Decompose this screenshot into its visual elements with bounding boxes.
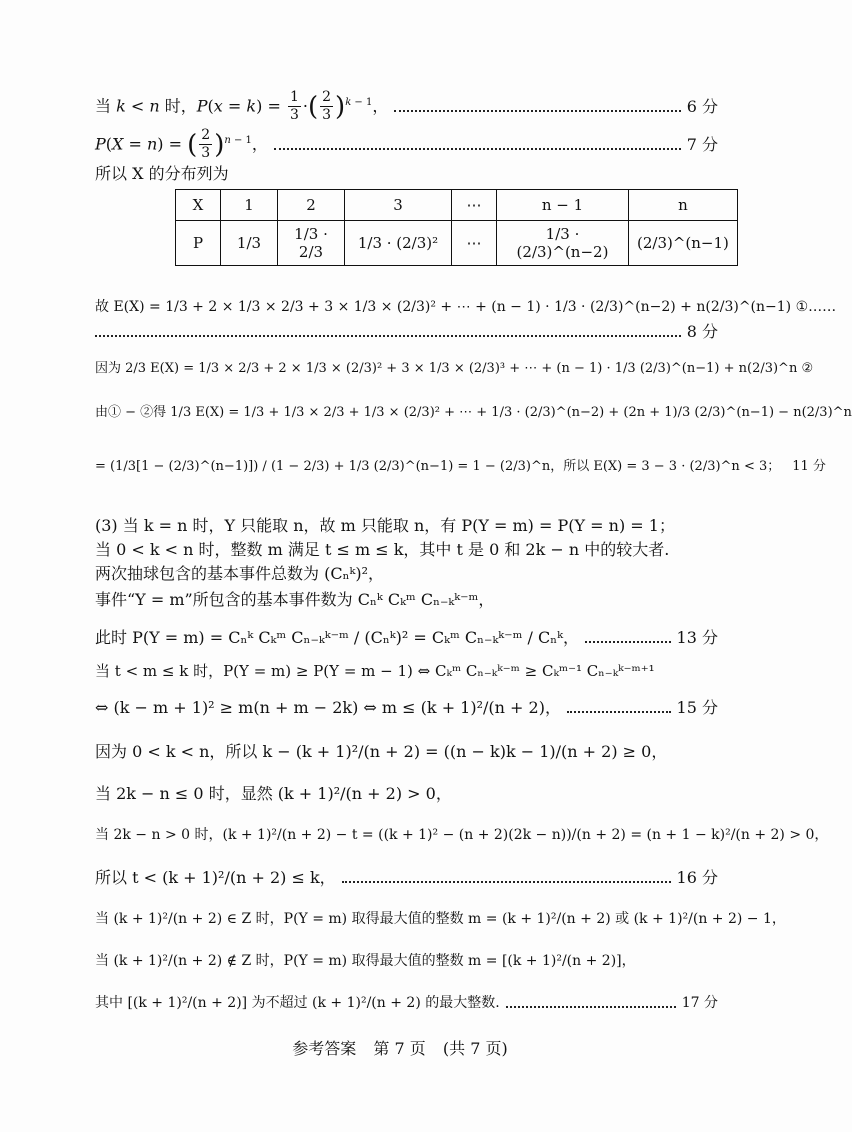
line-since (95, 744, 718, 760)
line-subtract (95, 405, 852, 420)
score-15: 15 分 (676, 698, 718, 717)
event-text: 事件“Y = m”所包含的基本事件数为 Cₙᵏ Cₖᵐ Cₙ₋ₖᵏ⁻ᵐ， (95, 590, 495, 609)
line-1: 当 k < n 时，P(x = k) = $\frac{1}{3}$ ·( $\frac{2}{3}$ )$^{k - 1}$， 6 分 (95, 89, 718, 124)
table-header-row (176, 190, 738, 221)
line-prob (95, 630, 718, 646)
line-where (95, 996, 718, 1010)
table-cell: 1/3 · (2/3)^(n−2) (497, 221, 629, 266)
table-cell: ⋯ (452, 190, 497, 221)
line-ex (95, 299, 837, 315)
score-8: 8 分 (686, 322, 718, 341)
line-2: P(X = n) = ( $\frac{2}{3}$ )$^{n - 1}$， 7 分 (95, 127, 718, 162)
page-footer (0, 1036, 800, 1059)
table-cell: n (629, 190, 738, 221)
table-cell: ⋯ (452, 221, 497, 266)
line-event (95, 592, 718, 608)
table-cell: 1 (221, 190, 278, 221)
distribution-table (175, 189, 738, 266)
table-cell: 1/3 · (2/3)² (345, 221, 452, 266)
table-cell: n − 1 (497, 190, 629, 221)
table-row (176, 221, 738, 266)
range-text: 当 0 < k < n 时，整数 m 满足 t ≤ m ≤ k，其中 t 是 0 和 2k − n 中的较大者. (95, 540, 670, 559)
since-text: 因为 0 < k < n，所以 k − (k + 1)²/(n + 2) = ((n − k)k − 1)/(n + 2) ≥ 0， (95, 742, 668, 761)
footer-page: 第 7 页 (373, 1039, 426, 1058)
prob-text: 此时 P(Y = m) = Cₙᵏ Cₖᵐ Cₙ₋ₖᵏ⁻ᵐ / (Cₙᵏ)² = Cₖᵐ Cₙ₋ₖᵏ⁻ᵐ / Cₙᵏ， (95, 628, 579, 647)
table-cell: 3 (345, 190, 452, 221)
line-so (95, 870, 718, 886)
table-cell: P (176, 221, 221, 266)
compare-text: 当 t < m ≤ k 时，P(Y = m) ≥ P(Y = m − 1) ⇔ Cₖᵐ Cₙ₋ₖᵏ⁻ᵐ ≥ Cₖᵐ⁻¹ Cₙ₋ₖᵏ⁻ᵐ⁺¹ (95, 662, 655, 680)
line-case1 (95, 786, 718, 802)
line-compare (95, 664, 718, 679)
because-formula: 因为 2/3 E(X) = 1/3 × 2/3 + 2 × 1/3 × (2/3)² + 3 × 1/3 × (2/3)³ + ⋯ + (n − 1) · 1/3 (2/3)^(n−1) + n(2/3)^n ② (95, 361, 814, 376)
where-text: 其中 [(k + 1)²/(n + 2)] 为不超过 (k + 1)²/(n + 2) 的最大整数. (95, 995, 500, 1011)
part3-text: (3) 当 k = n 时，Y 只能取 n，故 m 只能取 n，有 P(Y = m) = P(Y = n) = 1； (95, 516, 675, 535)
result-formula: = (1/3[1 − (2/3)^(n−1)]) / (1 − 2/3) + 1/3 (2/3)^(n−1) = 1 − (2/3)^n，所以 E(X) = 3 − 3 · (2/3)^n < 3； (95, 459, 781, 474)
footer-label: 参考答案 (292, 1039, 357, 1058)
line-result (95, 459, 826, 474)
table-cell: 1/3 · 2/3 (278, 221, 345, 266)
line-range (95, 542, 718, 558)
score-13: 13 分 (676, 628, 718, 647)
so-text: 所以 t < (k + 1)²/(n + 2) ≤ k， (95, 868, 336, 887)
line-part3 (95, 518, 718, 534)
score-7: 7 分 (686, 134, 718, 154)
case1-text: 当 2k − n ≤ 0 时，显然 (k + 1)²/(n + 2) > 0， (95, 784, 452, 803)
table-cell: 1/3 (221, 221, 278, 266)
line-notint (95, 954, 718, 968)
line-total (95, 566, 718, 582)
score-16: 16 分 (676, 868, 718, 887)
line-because (95, 361, 814, 376)
table-cell: 2 (278, 190, 345, 221)
distribution-intro: 所以 X 的分布列为 (95, 164, 229, 183)
notint-text: 当 (k + 1)²/(n + 2) ∉ Z 时，P(Y = m) 取得最大值的整数 m = [(k + 1)²/(n + 2)]， (95, 953, 636, 969)
ineq-text: ⇔ (k − m + 1)² ≥ m(n + m − 2k) ⇔ m ≤ (k + 1)²/(n + 2)， (95, 698, 561, 717)
line-ineq (95, 700, 718, 716)
case2-text: 当 2k − n > 0 时，(k + 1)²/(n + 2) − t = ((k + 1)² − (n + 2)(2k − n))/(n + 2) = (n + 1 − k)²/(n + 2) > 0， (95, 827, 829, 843)
line-int (95, 911, 786, 927)
score-6: 6 分 (686, 96, 718, 116)
table-cell: (2/3)^(n−1) (629, 221, 738, 266)
int-text: 当 (k + 1)²/(n + 2) ∈ Z 时，P(Y = m) 取得最大值的整数 m = (k + 1)²/(n + 2) 或 (k + 1)²/(n + 2) − 1， (95, 911, 786, 927)
line-3 (95, 166, 718, 182)
subtract-formula: 由① − ②得 1/3 E(X) = 1/3 + 1/3 × 2/3 + 1/3 × (2/3)² + ⋯ + 1/3 · (2/3)^(n−2) + (2n + 1)/3 (2/3)^(n−1) − n(2/3)^n (95, 405, 852, 420)
footer-total: (共 7 页) (442, 1039, 508, 1058)
score-17: 17 分 (681, 995, 718, 1011)
score-11: 11 分 (792, 459, 826, 474)
total-text: 两次抽球包含的基本事件总数为 (Cₙᵏ)²， (95, 564, 384, 583)
table-cell: X (176, 190, 221, 221)
ex-formula: 故 E(X) = 1/3 + 2 × 1/3 × 2/3 + 3 × 1/3 × (2/3)² + ⋯ + (n − 1) · 1/3 · (2/3)^(n−2) + n(2/3)^(n−1) ①…… (95, 299, 837, 315)
line-case2 (95, 827, 829, 843)
line-ex-score (95, 324, 718, 340)
